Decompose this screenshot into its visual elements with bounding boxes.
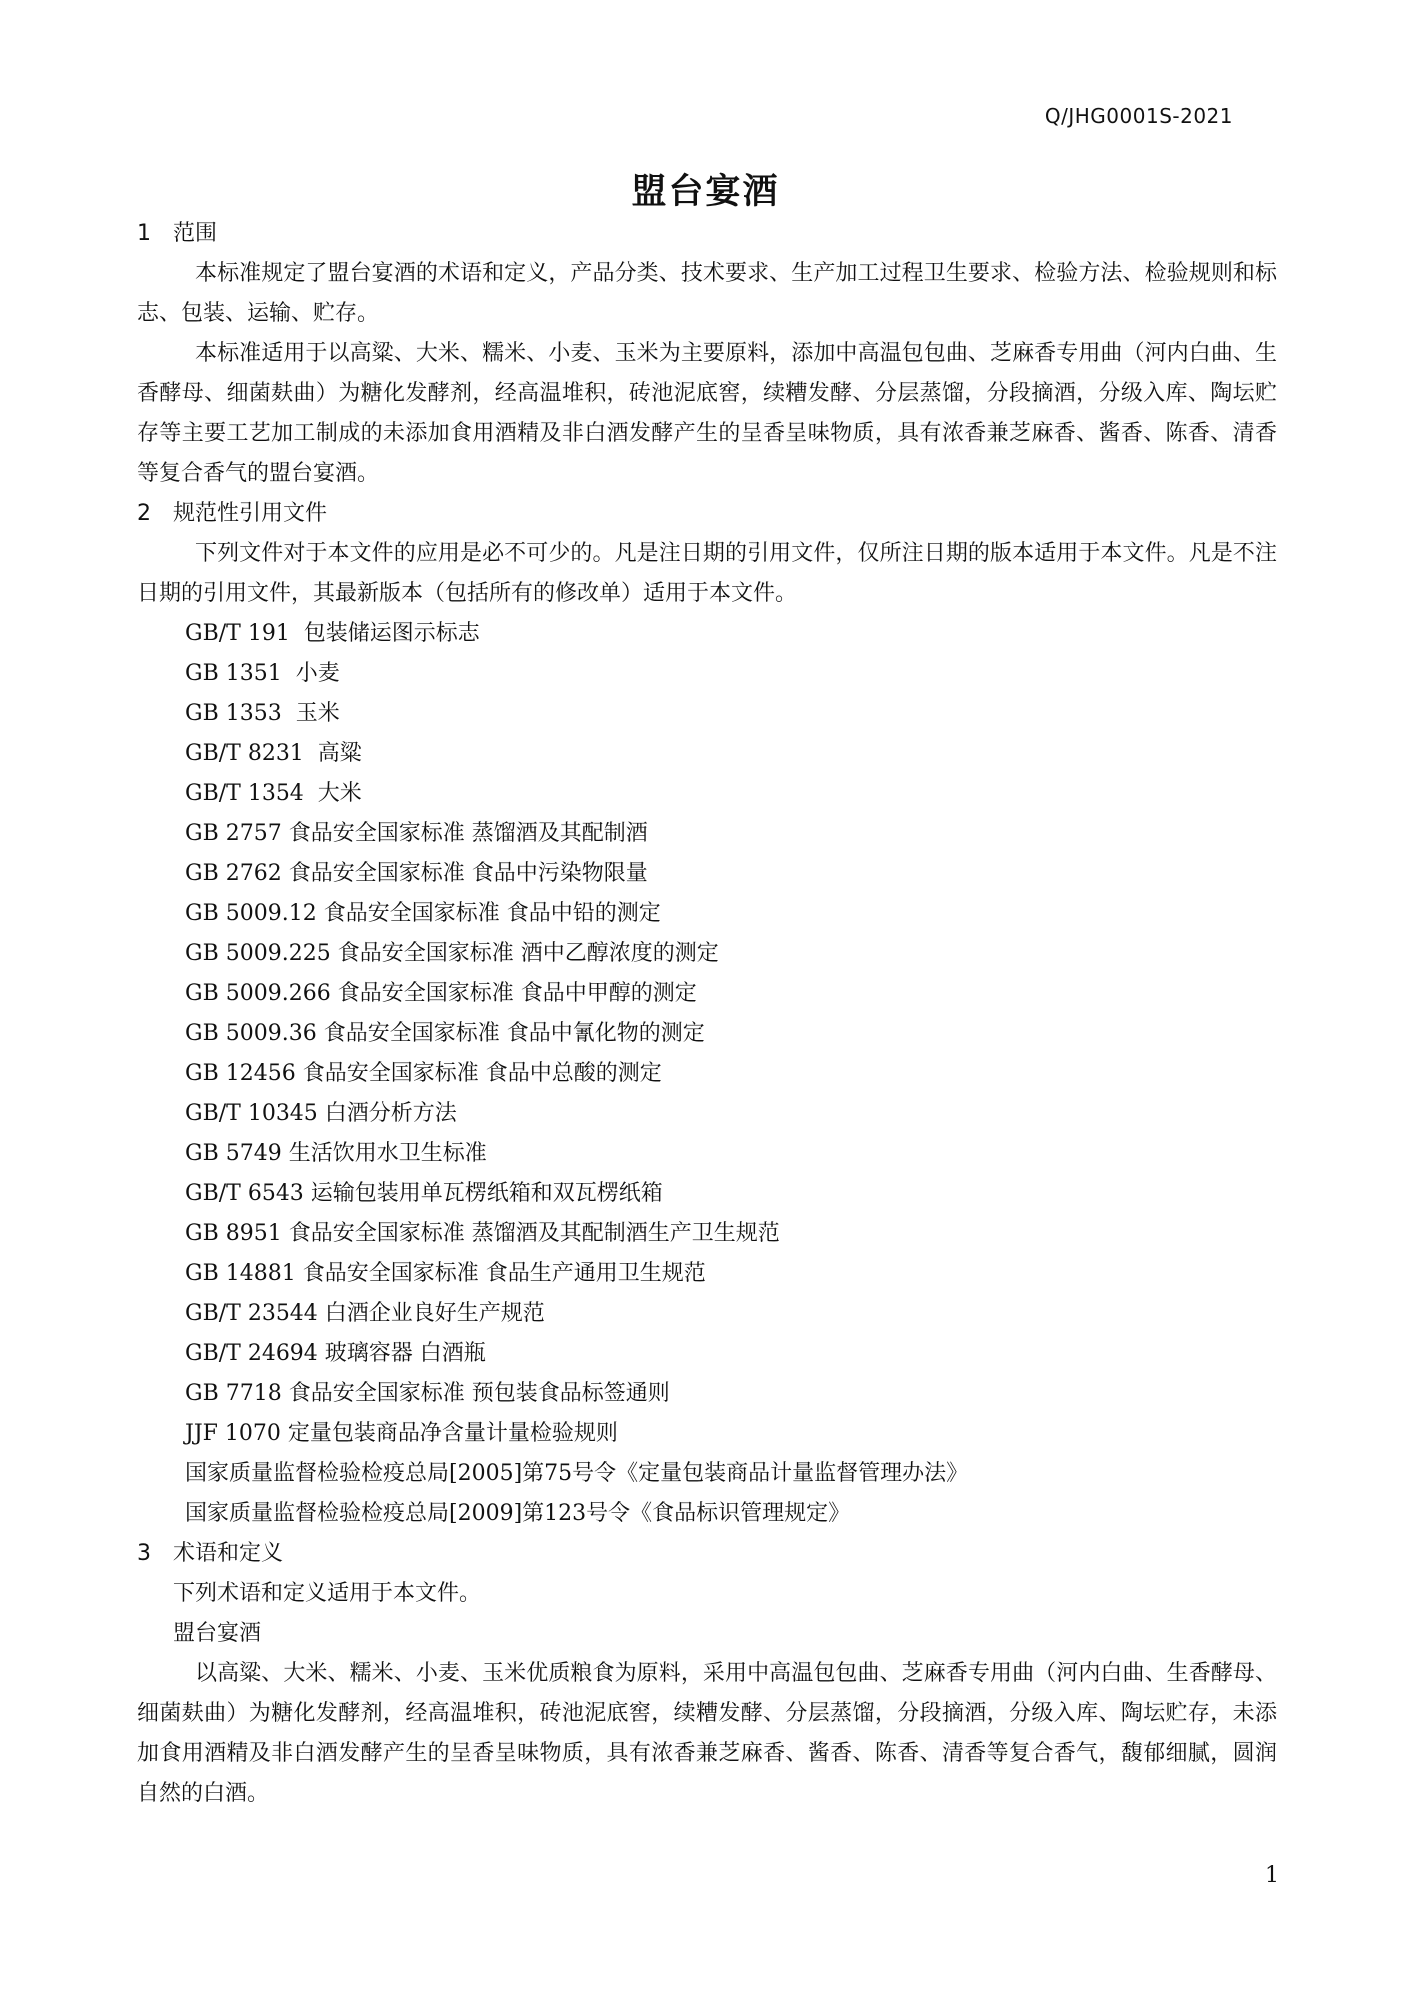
document-body xyxy=(137,214,1277,1814)
reference-item: GB 5009.36 食品安全国家标准 食品中氰化物的测定 xyxy=(185,1021,705,1046)
reference-item: 国家质量监督检验检疫总局[2009]第123号令《食品标识管理规定》 xyxy=(185,1501,851,1526)
reference-item: GB 2757 食品安全国家标准 蒸馏酒及其配制酒 xyxy=(185,821,648,846)
reference-item: GB/T 24694 玻璃容器 白酒瓶 xyxy=(185,1341,486,1366)
section-number: 2 xyxy=(137,501,151,526)
section-heading-normative-references xyxy=(137,494,1277,534)
paragraph: 本标准规定了盟台宴酒的术语和定义，产品分类、技术要求、生产加工过程卫生要求、检验方法、检验规则和标志、包装、运输、贮存。 xyxy=(137,261,1277,326)
terms-intro: 下列术语和定义适用于本文件。 xyxy=(173,1581,482,1606)
reference-item: GB 5009.12 食品安全国家标准 食品中铅的测定 xyxy=(185,901,661,926)
reference-item: JJF 1070 定量包装商品净含量计量检验规则 xyxy=(185,1421,618,1446)
reference-item: GB 2762 食品安全国家标准 食品中污染物限量 xyxy=(185,861,648,886)
section-title: 术语和定义 xyxy=(173,1541,284,1566)
page-number: 1 xyxy=(1265,1863,1279,1888)
section-number: 3 xyxy=(137,1541,151,1566)
reference-list xyxy=(137,614,1277,1534)
reference-item: GB 14881 食品安全国家标准 食品生产通用卫生规范 xyxy=(185,1261,706,1286)
reference-item: GB 8951 食品安全国家标准 蒸馏酒及其配制酒生产卫生规范 xyxy=(185,1221,780,1246)
term-name: 盟台宴酒 xyxy=(173,1621,262,1646)
term-definition: 以高粱、大米、糯米、小麦、玉米优质粮食为原料，采用中高温包包曲、芝麻香专用曲（河内白曲、生香酵母、细菌麸曲）为糖化发酵剂，经高温堆积，砖池泥底窖，续糟发酵、分层蒸馏，分段摘酒，分级入库、陶坛贮存，未添加食用酒精及非白酒发酵产生的呈香呈味物质，具有浓香兼芝麻香、酱香、陈香、清香等复合香气，馥郁细腻，圆润自然的白酒。 xyxy=(137,1661,1277,1806)
reference-item: GB 1353 玉米 xyxy=(185,701,340,726)
section-heading-scope xyxy=(137,214,1277,254)
reference-item: GB 1351 小麦 xyxy=(185,661,340,686)
reference-item: GB/T 1354 大米 xyxy=(185,781,362,806)
reference-item: GB 12456 食品安全国家标准 食品中总酸的测定 xyxy=(185,1061,662,1086)
document-title: 盟台宴酒 xyxy=(631,172,780,212)
section-title: 范围 xyxy=(173,221,218,246)
reference-item: GB/T 8231 高粱 xyxy=(185,741,362,766)
document-code: Q/JHG0001S-2021 xyxy=(1044,104,1233,128)
reference-item: GB/T 10345 白酒分析方法 xyxy=(185,1101,457,1126)
section-title: 规范性引用文件 xyxy=(173,501,328,526)
reference-item: 国家质量监督检验检疫总局[2005]第75号令《定量包装商品计量监督管理办法》 xyxy=(185,1461,969,1486)
section-heading-terms-and-definitions xyxy=(137,1534,1277,1574)
reference-item: GB/T 6543 运输包装用单瓦楞纸箱和双瓦楞纸箱 xyxy=(185,1181,663,1206)
reference-item: GB 5009.266 食品安全国家标准 食品中甲醇的测定 xyxy=(185,981,697,1006)
reference-item: GB 7718 食品安全国家标准 预包装食品标签通则 xyxy=(185,1381,670,1406)
reference-item: GB/T 23544 白酒企业良好生产规范 xyxy=(185,1301,545,1326)
reference-item: GB 5009.225 食品安全国家标准 酒中乙醇浓度的测定 xyxy=(185,941,719,966)
paragraph: 本标准适用于以高粱、大米、糯米、小麦、玉米为主要原料，添加中高温包包曲、芝麻香专用曲（河内白曲、生香酵母、细菌麸曲）为糖化发酵剂，经高温堆积，砖池泥底窖，续糟发酵、分层蒸馏，分段摘酒，分级入库、陶坛贮存等主要工艺加工制成的未添加食用酒精及非白酒发酵产生的呈香呈味物质，具有浓香兼芝麻香、酱香、陈香、清香等复合香气的盟台宴酒。 xyxy=(137,341,1277,486)
paragraph: 下列文件对于本文件的应用是必不可少的。凡是注日期的引用文件，仅所注日期的版本适用于本文件。凡是不注日期的引用文件，其最新版本（包括所有的修改单）适用于本文件。 xyxy=(137,541,1277,606)
reference-item: GB/T 191 包装储运图示标志 xyxy=(185,621,480,646)
section-number: 1 xyxy=(137,221,151,246)
reference-item: GB 5749 生活饮用水卫生标准 xyxy=(185,1141,487,1166)
